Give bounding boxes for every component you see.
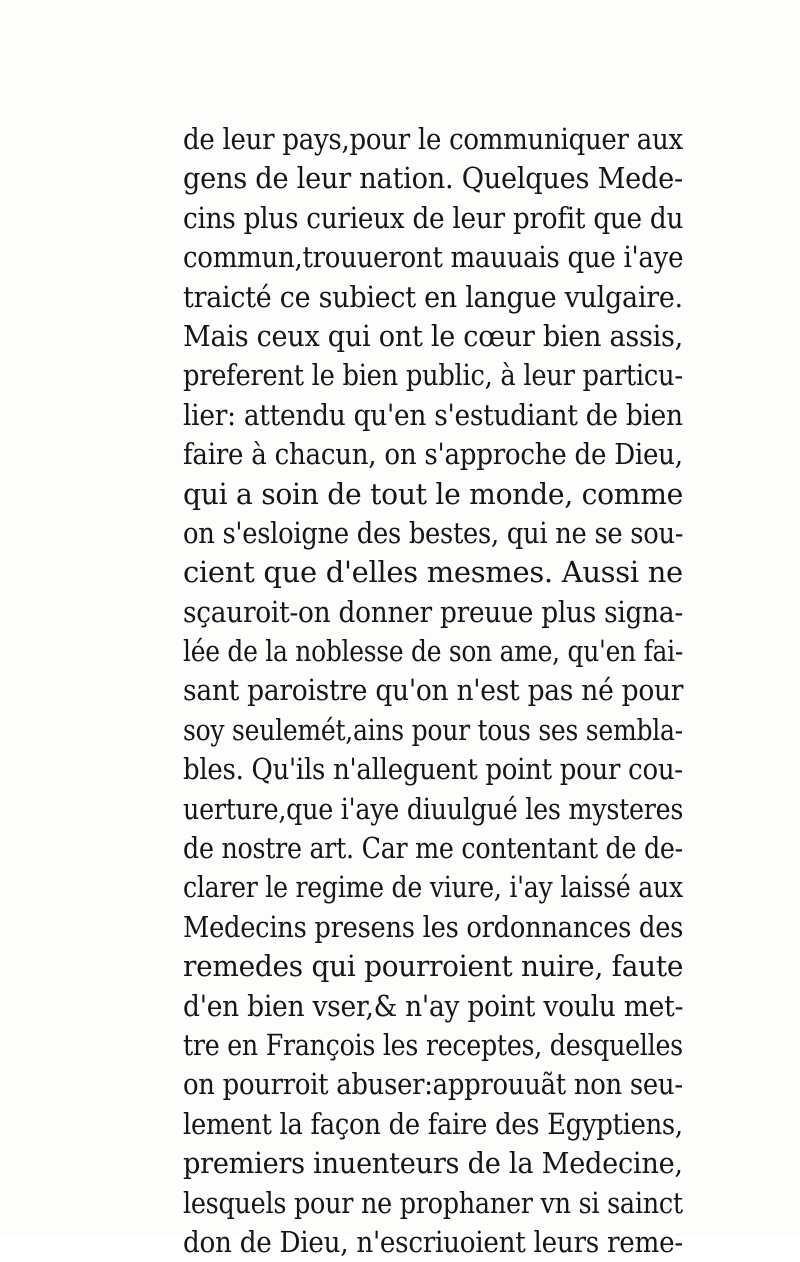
- text-line: Mais ceux qui ont le cœur bien assis,: [183, 318, 683, 353]
- text-line: tre en François les receptes, desquelles: [183, 1027, 683, 1062]
- text-line: traicté ce subiect en langue vulgaire.: [183, 279, 683, 314]
- text-line: cins plus curieux de leur profit que du: [183, 200, 684, 235]
- text-line: on pourroit abuser:approuuãt non seu-: [183, 1067, 683, 1102]
- text-line: sant paroistre qu'on n'est pas né pour: [183, 673, 684, 708]
- text-line: qui a soin de tout le monde, comme: [183, 476, 684, 511]
- text-line: preferent le bien public, à leur particu-: [183, 358, 683, 393]
- text-line: lement la façon de faire des Egyptiens,: [183, 1106, 683, 1141]
- text-line: remedes qui pourroient nuire, faute: [183, 949, 684, 984]
- text-line: don de Dieu, n'escriuoient leurs reme-: [183, 1224, 683, 1259]
- text-line: cient que d'elles mesmes. Aussi ne: [183, 555, 683, 590]
- text-line: lée de la noblesse de son ame, qu'en fai-: [183, 634, 684, 669]
- text-line: soy seulemét,ains pour tous ses sembla-: [183, 712, 683, 747]
- text-line: faire à chacun, on s'approche de Dieu,: [183, 437, 683, 472]
- text-line: on s'esloigne des bestes, qui ne se sou-: [183, 515, 684, 550]
- text-line: lesquels pour ne prophaner vn si sainct: [183, 1185, 683, 1220]
- text-line: Medecins presens les ordonnances des: [183, 909, 684, 944]
- text-block: [183, 120, 683, 1262]
- text-line: sçauroit-on donner preuue plus signa-: [183, 594, 684, 629]
- text-line: bles. Qu'ils n'alleguent point pour cou-: [183, 752, 683, 787]
- text-line: commun,trouueront mauuais que i'aye: [183, 240, 684, 275]
- text-line: d'en bien vser,& n'ay point voulu met-: [183, 988, 684, 1023]
- text-line: gens de leur nation. Quelques Mede-: [183, 161, 683, 196]
- text-line: clarer le regime de viure, i'ay laissé aux: [183, 870, 683, 905]
- text-line: de leur pays,pour le communiquer aux: [183, 122, 683, 156]
- text-line: lier: attendu qu'en s'estudiant de bien: [183, 397, 683, 432]
- text-line: uerture,que i'aye diuulgué les mysteres: [183, 791, 684, 826]
- text-line: de nostre art. Car me contentant de de-: [183, 831, 683, 866]
- text-line: premiers inuenteurs de la Medecine,: [183, 1146, 683, 1181]
